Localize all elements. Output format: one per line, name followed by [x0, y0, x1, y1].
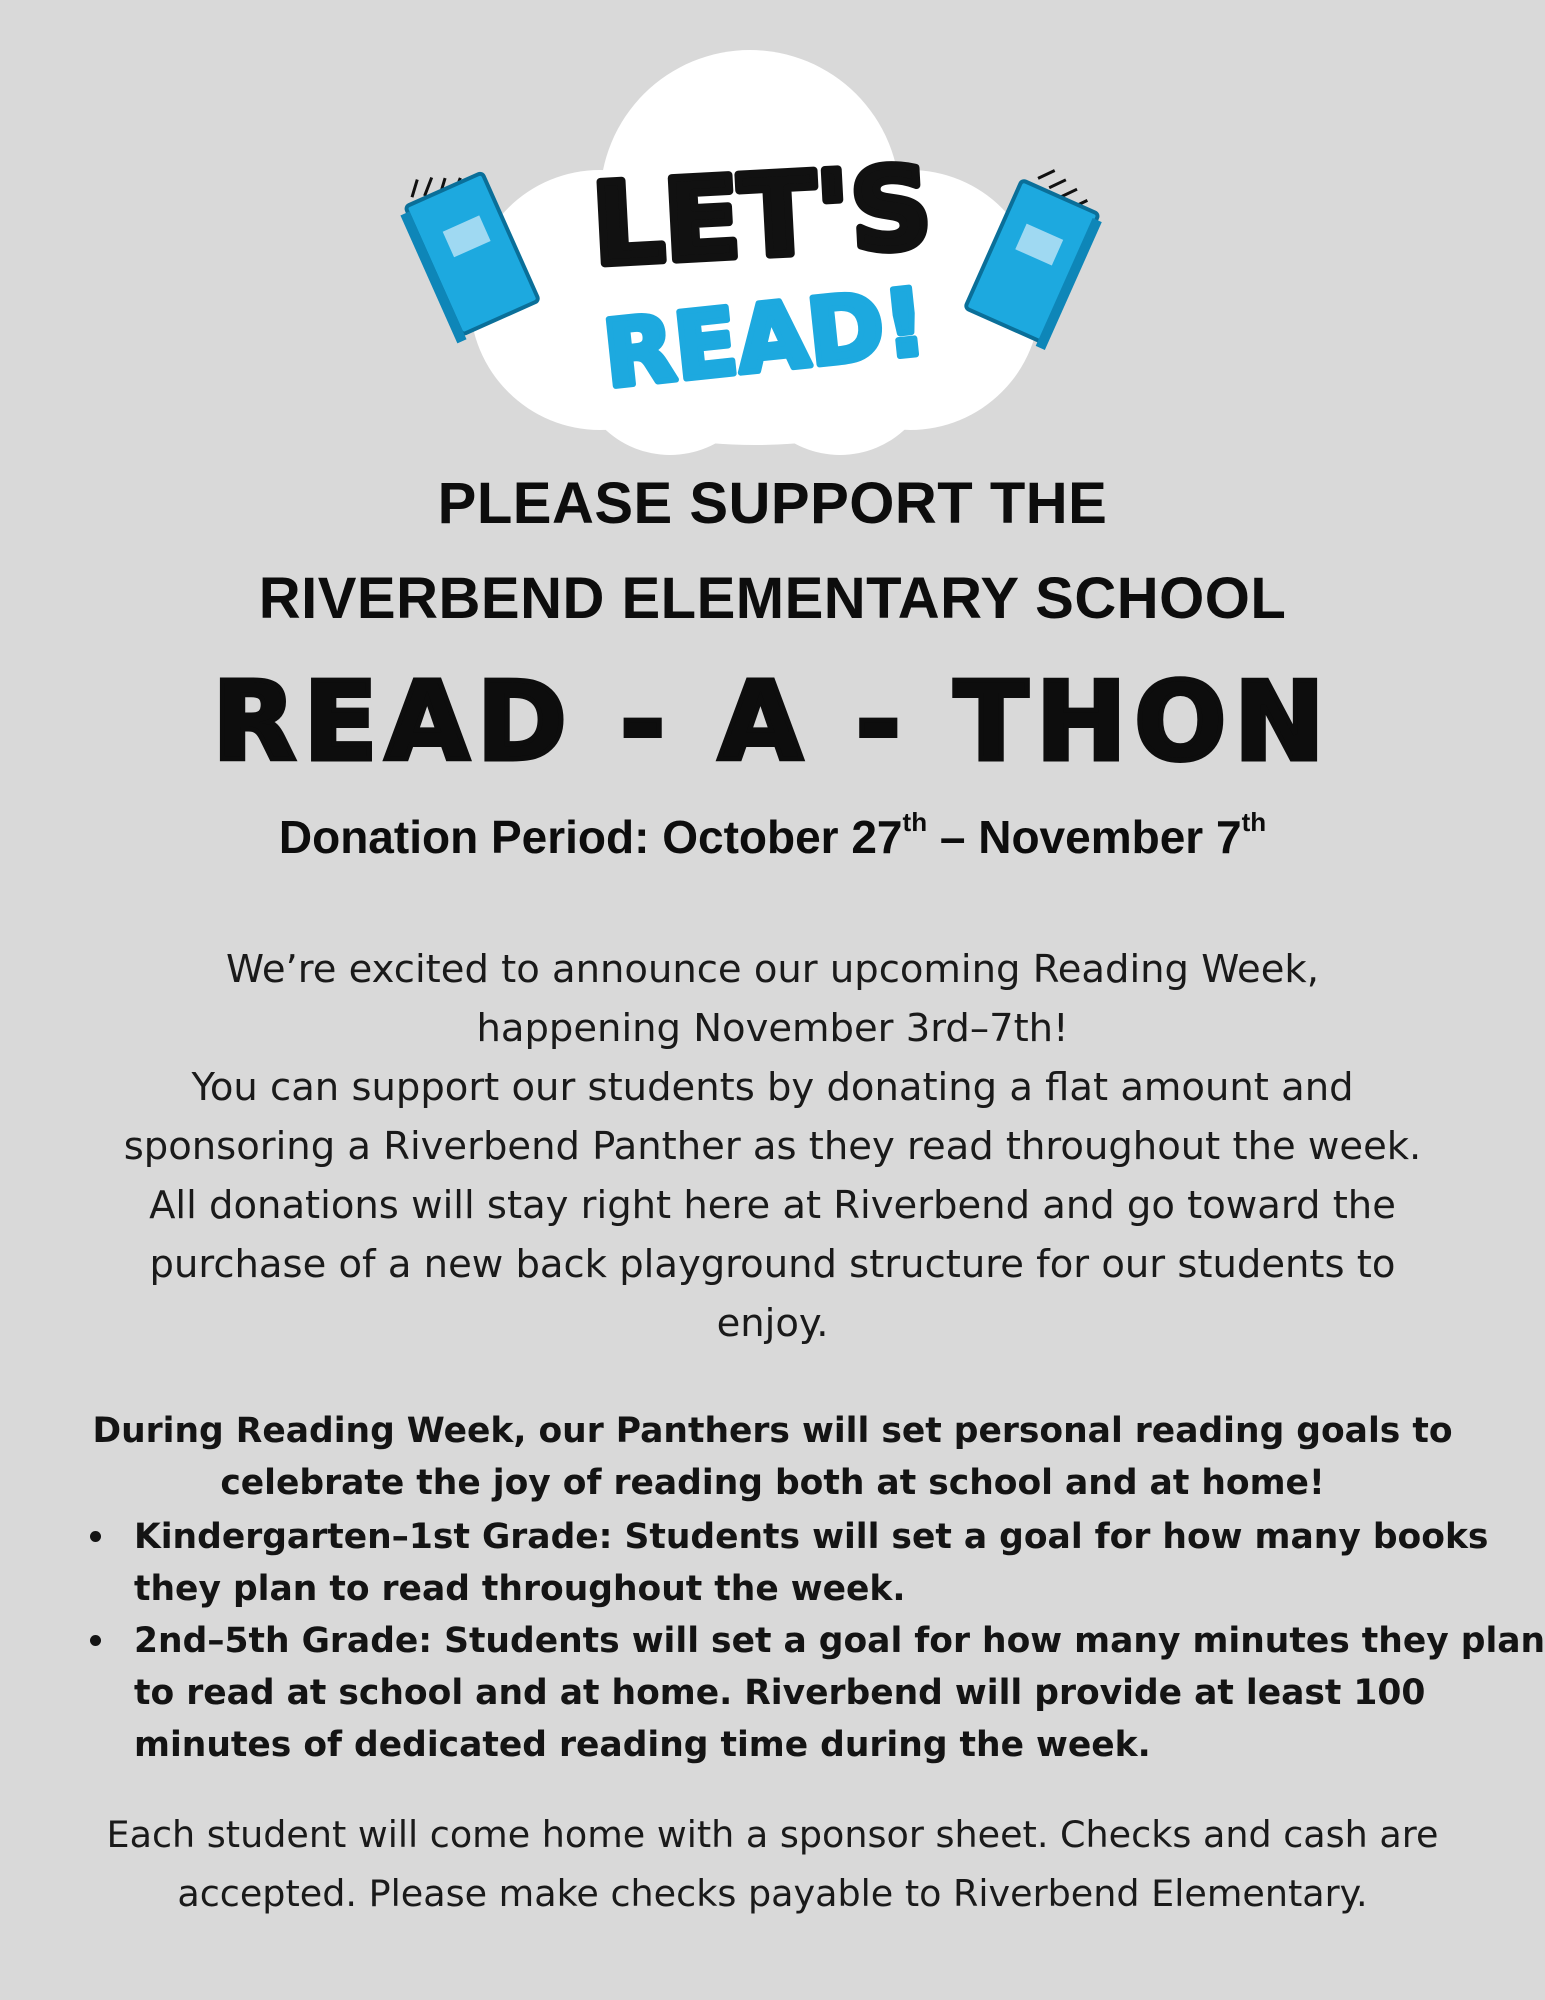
intro-line: You can support our students by donating a flat amount and	[191, 1065, 1354, 1110]
bullet-icon	[90, 1531, 101, 1542]
start-ordinal-suffix: th	[902, 807, 928, 837]
goal-item-line: 2nd–5th Grade: Students will set a goal for how many minutes they plan	[134, 1621, 1545, 1661]
closing-paragraph	[40, 1805, 1505, 1923]
closing-line: Each student will come home with a sponsor sheet. Checks and cash are	[106, 1813, 1439, 1856]
goal-item-line: minutes of dedicated reading time during the week.	[134, 1725, 1151, 1765]
intro-line: enjoy.	[716, 1301, 829, 1346]
school-name-heading: RIVERBEND ELEMENTARY SCHOOL	[258, 566, 1287, 631]
goal-item-line: Kindergarten–1st Grade: Students will set a goal for how many books	[134, 1517, 1489, 1557]
intro-line: sponsoring a Riverbend Panther as they read throughout the week.	[123, 1124, 1422, 1169]
closing-line: accepted. Please make checks payable to Riverbend Elementary.	[177, 1872, 1368, 1915]
reading-goals-section	[40, 1405, 1545, 1771]
donation-period-start: Donation Period: October 27	[278, 811, 903, 863]
goal-item-2-5	[40, 1615, 1545, 1771]
intro-line: All donations will stay right here at Riverbend and go toward the	[149, 1183, 1396, 1228]
event-title: READ - A - THON	[212, 660, 1333, 785]
goal-item-line: to read at school and at home. Riverbend will provide at least 100	[134, 1673, 1426, 1713]
logo-text-read: READ!	[598, 268, 932, 409]
goal-item-line: they plan to read throughout the week.	[134, 1569, 906, 1609]
goals-lead-line: During Reading Week, our Panthers will set personal reading goals to	[92, 1411, 1453, 1451]
lets-read-logo	[370, 50, 1150, 460]
bullet-icon	[90, 1635, 101, 1646]
end-ordinal-suffix: th	[1241, 807, 1267, 837]
intro-line: purchase of a new back playground structure for our students to	[149, 1242, 1396, 1287]
donation-period-end: – November 7	[927, 811, 1242, 863]
donation-period	[0, 807, 1545, 864]
support-heading: PLEASE SUPPORT THE	[437, 471, 1108, 536]
goals-lead-line: celebrate the joy of reading both at school and at home!	[220, 1463, 1325, 1503]
goals-list	[40, 1511, 1545, 1771]
logo-text-lets: LET'S	[589, 143, 935, 291]
intro-line: We’re excited to announce our upcoming Reading Week,	[226, 947, 1319, 992]
intro-paragraph	[40, 940, 1505, 1353]
intro-line: happening November 3rd–7th!	[476, 1006, 1069, 1051]
goal-item-k1	[40, 1511, 1505, 1615]
